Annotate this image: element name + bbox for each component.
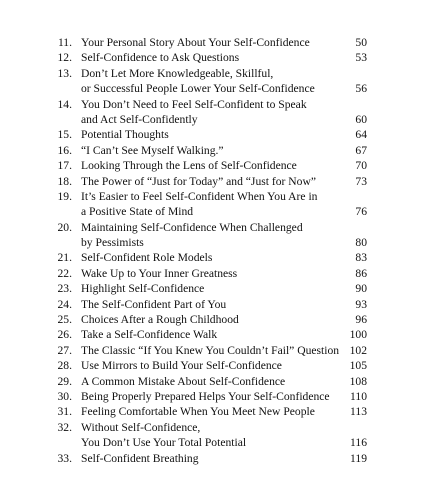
page-number: 56 [355, 82, 367, 96]
chapter-number: 20. [57, 220, 72, 234]
page-number: 100 [349, 328, 367, 342]
toc-entry-line [0, 451, 423, 466]
toc-entry[interactable] [0, 266, 423, 281]
chapter-title: The Power of “Just for Today” and “Just for Now” [81, 174, 316, 188]
chapter-title: Potential Thoughts [81, 128, 169, 142]
chapter-number: 18. [57, 174, 72, 188]
toc-entry-line [0, 50, 423, 65]
toc-entry-line [0, 204, 423, 219]
chapter-number: 33. [57, 451, 72, 465]
chapter-number: 16. [57, 143, 72, 157]
page-number: 96 [355, 313, 367, 327]
chapter-number: 29. [57, 374, 72, 388]
page-number: 67 [355, 143, 367, 157]
chapter-title: Don’t Let More Knowledgeable, Skillful, [81, 66, 274, 80]
chapter-title: You Don’t Need to Feel Self-Confident to Speak [81, 97, 307, 111]
page-number: 53 [355, 51, 367, 65]
page-number: 90 [355, 282, 367, 296]
toc-entry[interactable] [0, 35, 423, 50]
chapter-title: Choices After a Rough Childhood [81, 313, 239, 327]
chapter-title: by Pessimists [81, 236, 144, 250]
toc-entry[interactable] [0, 389, 423, 404]
toc-entry-line [0, 235, 423, 250]
chapter-number: 32. [57, 420, 72, 434]
page-number: 76 [355, 205, 367, 219]
page-number: 64 [355, 128, 367, 142]
page-number: 60 [355, 112, 367, 126]
toc-entry[interactable] [0, 250, 423, 265]
toc-entry[interactable] [0, 158, 423, 173]
toc-entry-line [0, 189, 423, 204]
toc-entry-line [0, 127, 423, 142]
toc-entry-line [0, 112, 423, 127]
toc-entry-line [0, 374, 423, 389]
toc-entry[interactable] [0, 143, 423, 158]
toc-entry[interactable] [0, 50, 423, 65]
toc-entry-line [0, 250, 423, 265]
toc-entry-line [0, 220, 423, 235]
chapter-title: Looking Through the Lens of Self-Confidence [81, 159, 297, 173]
chapter-number: 31. [57, 405, 72, 419]
page-number: 73 [355, 174, 367, 188]
toc-entry-line [0, 312, 423, 327]
chapter-title: Use Mirrors to Build Your Self-Confidence [81, 359, 282, 373]
chapter-number: 28. [57, 359, 72, 373]
toc-entry-line [0, 174, 423, 189]
chapter-number: 15. [57, 128, 72, 142]
toc-entry[interactable] [0, 97, 423, 128]
chapter-title: Self-Confident Breathing [81, 451, 199, 465]
chapter-number: 13. [57, 66, 72, 80]
toc-entry-line [0, 97, 423, 112]
toc-entry-line [0, 281, 423, 296]
chapter-number: 30. [57, 389, 72, 403]
chapter-title: Wake Up to Your Inner Greatness [81, 266, 238, 280]
page-number: 116 [350, 436, 367, 450]
chapter-number: 24. [57, 297, 72, 311]
toc-entry[interactable] [0, 404, 423, 419]
chapter-number: 27. [57, 343, 72, 357]
chapter-title: The Self-Confident Part of You [81, 297, 227, 311]
page-number: 113 [350, 405, 367, 419]
chapter-title: Maintaining Self-Confidence When Challenged [81, 220, 303, 234]
toc-entry[interactable] [0, 343, 423, 358]
chapter-number: 19. [57, 189, 72, 203]
chapter-title: Highlight Self-Confidence [81, 282, 205, 296]
toc-entry-line [0, 343, 423, 358]
toc-entry-line [0, 389, 423, 404]
page-number: 70 [355, 159, 367, 173]
toc-entry[interactable] [0, 281, 423, 296]
chapter-title: a Positive State of Mind [81, 205, 194, 219]
chapter-number: 14. [57, 97, 72, 111]
toc-entry-line [0, 404, 423, 419]
table-of-contents [0, 35, 423, 466]
chapter-title: Take a Self-Confidence Walk [81, 328, 218, 342]
toc-entry[interactable] [0, 312, 423, 327]
chapter-title: You Don’t Use Your Total Potential [81, 436, 247, 450]
chapter-number: 25. [57, 313, 72, 327]
toc-entry[interactable] [0, 327, 423, 342]
page-number: 80 [355, 236, 367, 250]
page-number: 102 [349, 343, 367, 357]
toc-entry[interactable] [0, 374, 423, 389]
chapter-number: 22. [57, 266, 72, 280]
chapter-title: The Classic “If You Knew You Couldn’t Fail” Question [81, 343, 340, 357]
toc-entry[interactable] [0, 220, 423, 251]
toc-entry[interactable] [0, 174, 423, 189]
page-number: 86 [355, 266, 367, 280]
chapter-number: 12. [57, 51, 72, 65]
toc-entry[interactable] [0, 127, 423, 142]
toc-entry-line [0, 81, 423, 96]
page-number: 119 [350, 451, 367, 465]
chapter-title: Self-Confident Role Models [81, 251, 213, 265]
chapter-title: or Successful People Lower Your Self-Confidence [81, 82, 315, 96]
chapter-title: Without Self-Confidence, [81, 420, 201, 434]
toc-entry-line [0, 327, 423, 342]
page-number: 83 [355, 251, 367, 265]
toc-entry-line [0, 266, 423, 281]
chapter-title: “I Can’t See Myself Walking.” [81, 143, 224, 157]
page-number: 110 [350, 389, 367, 403]
chapter-title: and Act Self-Confidently [81, 112, 198, 126]
chapter-number: 26. [57, 328, 72, 342]
toc-entry[interactable] [0, 189, 423, 220]
toc-entry-line [0, 358, 423, 373]
chapter-number: 23. [57, 282, 72, 296]
page-number: 108 [349, 374, 367, 388]
chapter-number: 11. [57, 36, 72, 49]
chapter-title: A Common Mistake About Self-Confidence [81, 374, 286, 388]
chapter-title: Feeling Comfortable When You Meet New People [81, 405, 315, 419]
page-number: 93 [355, 297, 367, 311]
toc-entry-line [0, 297, 423, 312]
toc-entry-line [0, 158, 423, 173]
toc-entry[interactable] [0, 297, 423, 312]
chapter-title: Self-Confidence to Ask Questions [81, 51, 240, 65]
chapter-title: It’s Easier to Feel Self-Confident When You Are in [81, 189, 318, 203]
page-number: 50 [355, 36, 367, 49]
toc-entry[interactable] [0, 358, 423, 373]
chapter-number: 21. [57, 251, 72, 265]
chapter-number: 17. [57, 159, 72, 173]
chapter-title: Being Properly Prepared Helps Your Self-Confidence [81, 389, 330, 403]
toc-entry[interactable] [0, 66, 423, 97]
toc-entry-line [0, 35, 423, 50]
toc-entry[interactable] [0, 451, 423, 466]
toc-entry[interactable] [0, 420, 423, 451]
toc-entry-line [0, 435, 423, 450]
toc-entry-line [0, 420, 423, 435]
toc-entry-line [0, 66, 423, 81]
chapter-title: Your Personal Story About Your Self-Confidence [81, 36, 310, 49]
toc-entry-line [0, 143, 423, 158]
page-number: 105 [349, 359, 367, 373]
